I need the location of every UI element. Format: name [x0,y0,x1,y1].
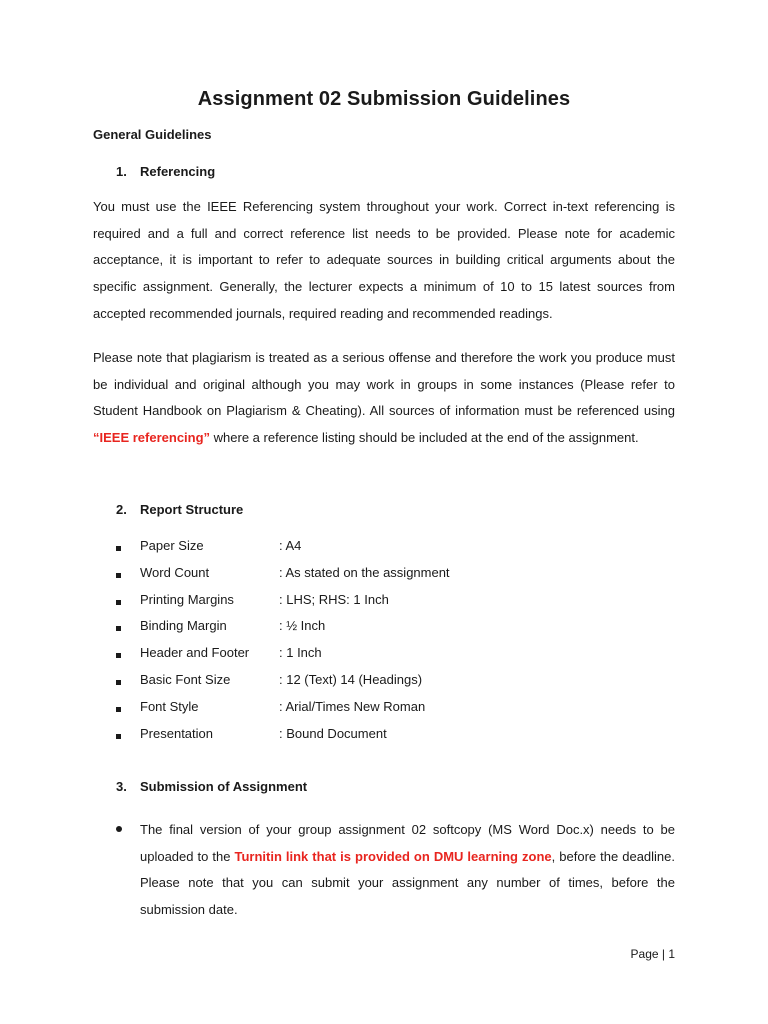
page-title: Assignment 02 Submission Guidelines [197,88,571,110]
list-item-value: : A4 [279,538,302,553]
referencing-paragraph-2 [93,345,675,452]
list-item [0,726,768,752]
list-item-value: : ½ Inch [279,618,326,633]
section-3-number: 3. [116,779,127,794]
list-item [0,565,768,591]
ieee-referencing-highlight: “IEEE referencing” [93,430,211,446]
square-bullet-icon [116,546,121,551]
referencing-paragraph-1: You must use the IEEE Referencing system throughout your work. Correct in-text referencing is required and a full and correct reference list needs to be provided. Please note for academic acceptance, it is important to refer to adequate sources in building critical arguments about the specific assignment. Generally, the lecturer expects a minimum of 10 to 15 latest sources from accepted recommended journals, required reading and recommended readings. [93,199,675,321]
list-item [0,538,768,564]
list-item-value: : 1 Inch [279,645,322,660]
square-bullet-icon [116,573,121,578]
square-bullet-icon [116,600,121,605]
list-item-label: Header and Footer [140,645,250,660]
section-2-heading: Report Structure [140,502,244,517]
list-item-label: Font Style [140,699,199,714]
list-item-value: : As stated on the assignment [279,565,450,580]
square-bullet-icon [116,680,121,685]
list-item [0,645,768,671]
list-item [0,699,768,725]
general-guidelines-heading: General Guidelines [93,127,212,142]
square-bullet-icon [116,707,121,712]
page-number-footer: Page | 1 [630,947,675,961]
section-1-heading: Referencing [140,164,216,179]
list-item-label: Printing Margins [140,592,234,607]
round-bullet-icon [116,826,122,832]
list-item-value: : Arial/Times New Roman [279,699,426,714]
list-item [0,672,768,698]
para2-text-end: where a reference listing should be included at the end of the assignment. [210,430,639,446]
square-bullet-icon [116,653,121,658]
submission-text-end: , before the deadline. Please note that you can submit your assignment any number of times, before the submission date. [140,848,676,918]
list-item-label: Basic Font Size [140,672,231,687]
list-item [0,592,768,618]
list-item-value: : 12 (Text) 14 (Headings) [279,672,423,687]
list-item-value: : Bound Document [279,726,387,741]
list-item-label: Paper Size [140,538,204,553]
section-1-number: 1. [116,164,127,179]
square-bullet-icon [116,626,121,631]
list-item [0,618,768,644]
section-2-number: 2. [116,502,127,517]
submission-text-start: The final version of your group assignment 02 softcopy (MS Word Doc.x) needs to be uploaded to the [140,822,675,864]
list-item-value: : LHS; RHS: 1 Inch [279,592,389,607]
list-item-label: Binding Margin [140,618,227,633]
list-item-label: Presentation [140,726,213,741]
submission-paragraph [140,817,675,924]
section-3-heading: Submission of Assignment [140,779,308,794]
list-item-label: Word Count [140,565,210,580]
square-bullet-icon [116,734,121,739]
turnitin-link-highlight: Turnitin link that is provided on DMU learning zone [234,848,552,864]
para2-text-start: Please note that plagiarism is treated as a serious offense and therefore the work you produce must be individual and original although you may work in groups in some instances (Please refer to Student Handbook on Plagiarism & Cheating). All sources of information must be referenced using [93,350,675,419]
